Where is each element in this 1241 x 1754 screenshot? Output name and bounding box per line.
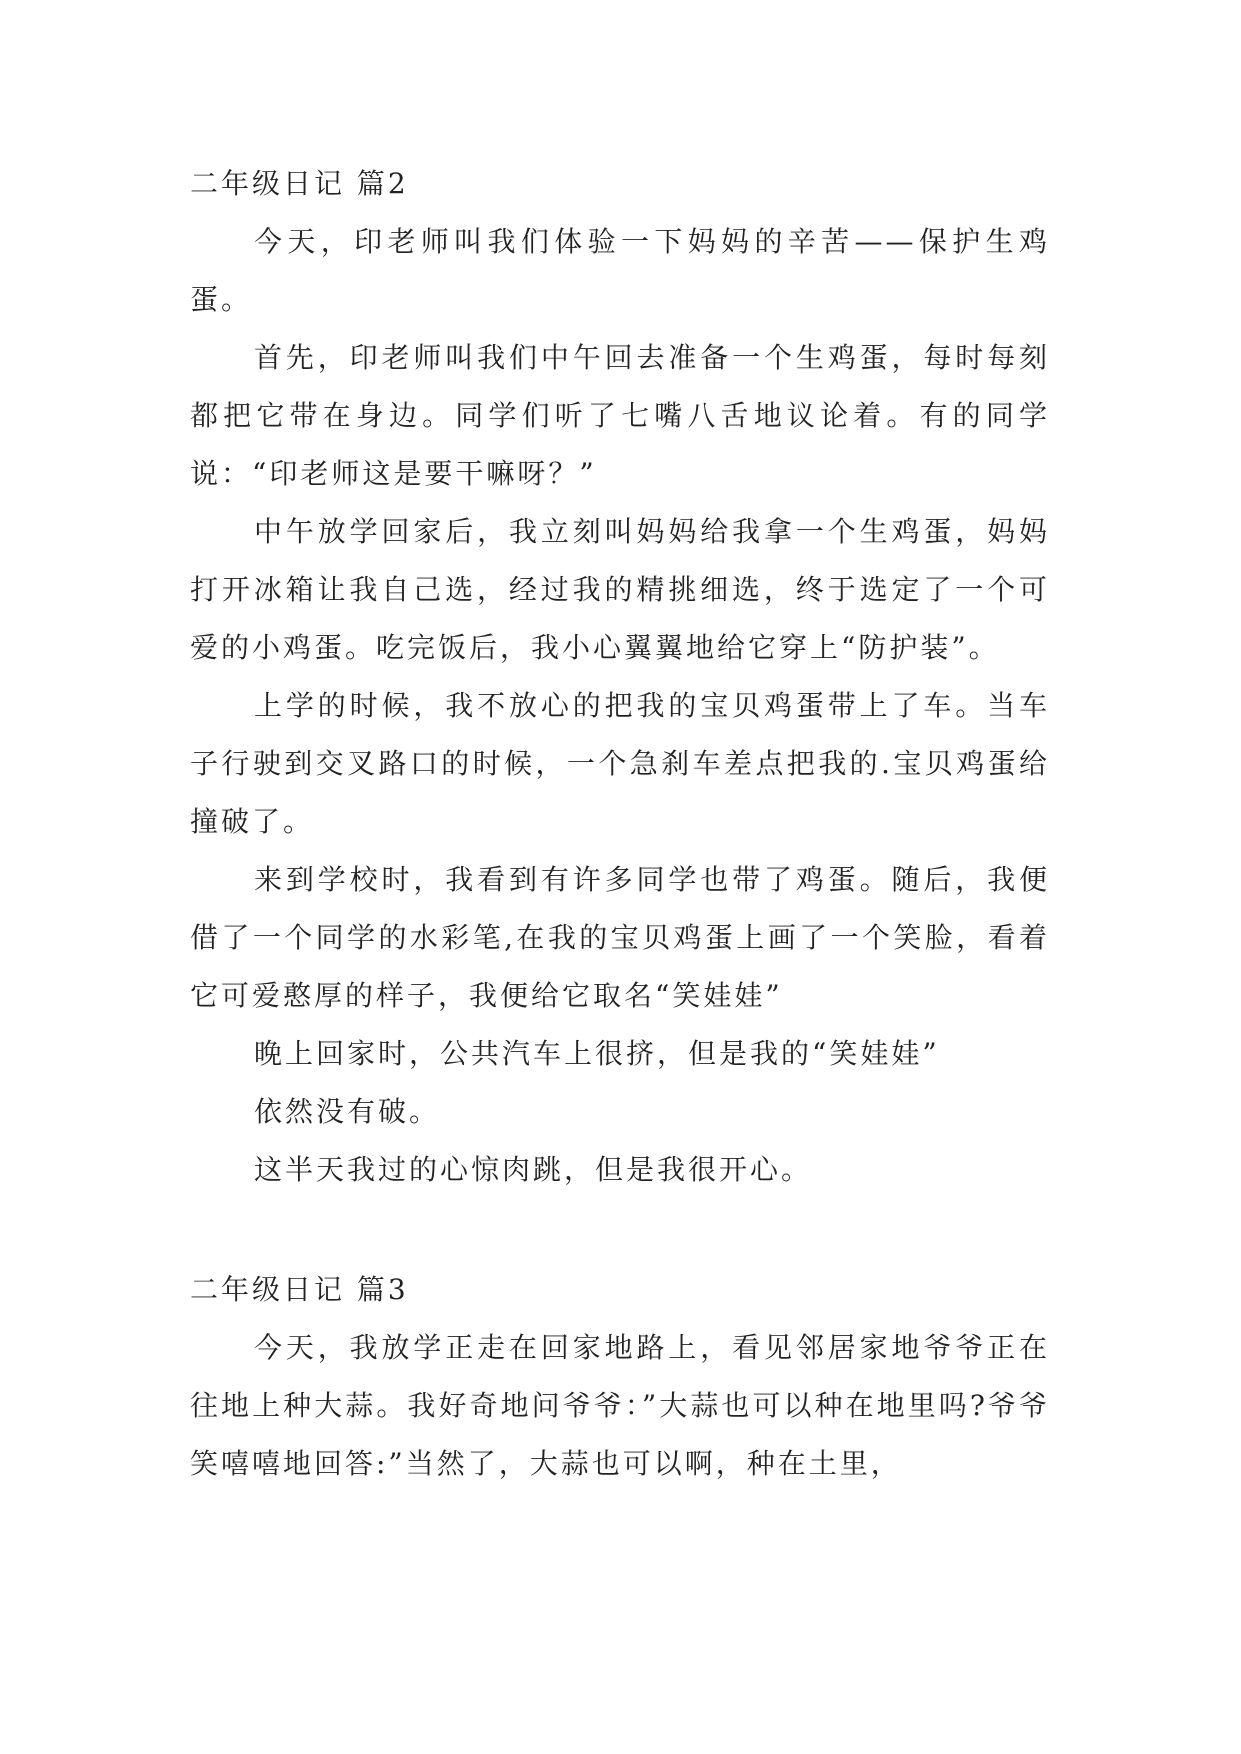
paragraph: 晚上回家时，公共汽车上很挤，但是我的“笑娃娃”: [254, 1037, 940, 1070]
paragraph: 来到学校时，我看到有许多同学也带了鸡蛋。随后，我便借了一个同学的水彩笔,在我的宝贝鸡蛋上画了一个笑脸，看着它可爱憨厚的样子，我便给它取名“笑娃娃”: [190, 863, 1050, 1012]
paragraph: 这半天我过的心惊肉跳，但是我很开心。: [254, 1153, 813, 1186]
paragraph: 今天，印老师叫我们体验一下妈妈的辛苦——保护生鸡蛋。: [190, 225, 1050, 316]
paragraph: 中午放学回家后，我立刻叫妈妈给我拿一个生鸡蛋，妈妈打开冰箱让我自己选，经过我的精挑细选，终于选定了一个可爱的小鸡蛋。吃完饭后，我小心翼翼地给它穿上“防护装”。: [190, 515, 1050, 664]
paragraph: 首先，印老师叫我们中午回去准备一个生鸡蛋，每时每刻都把它带在身边。同学们听了七嘴八舌地议论着。有的同学说：“印老师这是要干嘛呀？”: [190, 341, 1050, 490]
section-title: 二年级日记 篇2: [190, 167, 409, 200]
document-body: [190, 155, 1050, 1493]
paragraph: 今天，我放学正走在回家地路上，看见邻居家地爷爷正在往地上种大蒜。我好奇地问爷爷：”大蒜也可以种在地里吗?爷爷笑嘻嘻地回答:”当然了，大蒜也可以啊，种在土里，: [190, 1331, 1050, 1480]
paragraph: 上学的时候，我不放心的把我的宝贝鸡蛋带上了车。当车子行驶到交叉路口的时候，一个急刹车差点把我的.宝贝鸡蛋给撞破了。: [190, 689, 1050, 838]
section-gap: [190, 1199, 1050, 1261]
section-title: 二年级日记 篇3: [190, 1273, 409, 1306]
paragraph: 依然没有破。: [254, 1095, 441, 1128]
